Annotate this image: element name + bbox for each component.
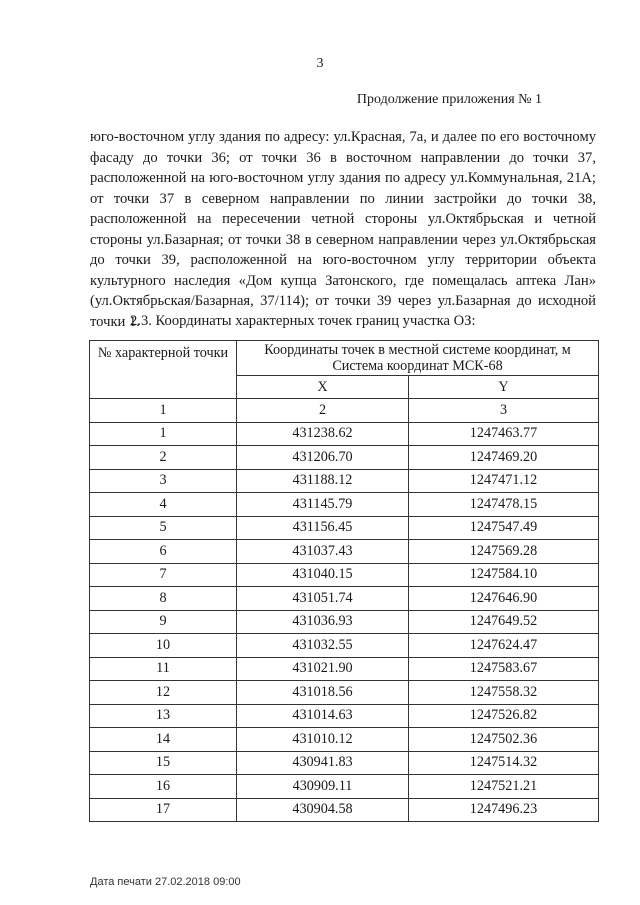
point-number-cell: 10 [90, 634, 237, 658]
x-coordinate-cell: 431145.79 [237, 493, 409, 517]
table-row [90, 422, 599, 446]
point-number-cell: 3 [90, 469, 237, 493]
y-coordinate-cell: 1247469.20 [409, 446, 599, 470]
point-number-cell: 4 [90, 493, 237, 517]
table-row [90, 587, 599, 611]
x-coordinate-cell: 431206.70 [237, 446, 409, 470]
x-coordinate-cell: 431040.15 [237, 563, 409, 587]
table-row [90, 540, 599, 564]
y-coordinate-cell: 1247521.21 [409, 775, 599, 799]
table-row [90, 657, 599, 681]
table-row [90, 446, 599, 470]
table-row [90, 469, 599, 493]
y-coordinate-cell: 1247478.15 [409, 493, 599, 517]
table-row [90, 681, 599, 705]
y-coordinate-cell: 1247502.36 [409, 728, 599, 752]
column-index-cell: 2 [237, 399, 409, 423]
y-coordinate-cell: 1247624.47 [409, 634, 599, 658]
page-number: 3 [316, 56, 324, 71]
y-coordinate-cell: 1247584.10 [409, 563, 599, 587]
y-coordinate-cell: 1247463.77 [409, 422, 599, 446]
y-column-header: Y [409, 376, 599, 399]
point-number-cell: 15 [90, 751, 237, 775]
table-row [90, 516, 599, 540]
y-coordinate-cell: 1247646.90 [409, 587, 599, 611]
x-coordinate-cell: 431156.45 [237, 516, 409, 540]
point-number-header: № характерной точки [90, 341, 237, 399]
point-number-cell: 12 [90, 681, 237, 705]
x-coordinate-cell: 430904.58 [237, 798, 409, 822]
table-row [90, 563, 599, 587]
coordinates-header-line2: Система координат МСК-68 [332, 358, 503, 374]
column-index-cell: 3 [409, 399, 599, 423]
column-index-cell: 1 [90, 399, 237, 423]
section-heading: 2.3. Координаты характерных точек границ участка ОЗ: [130, 313, 476, 329]
x-coordinate-cell: 431010.12 [237, 728, 409, 752]
column-index-row [90, 399, 599, 423]
x-coordinate-cell: 430909.11 [237, 775, 409, 799]
point-number-cell: 17 [90, 798, 237, 822]
point-number-cell: 14 [90, 728, 237, 752]
y-coordinate-cell: 1247569.28 [409, 540, 599, 564]
point-number-cell: 13 [90, 704, 237, 728]
x-coordinate-cell: 431188.12 [237, 469, 409, 493]
x-column-header: X [237, 376, 409, 399]
x-coordinate-cell: 431018.56 [237, 681, 409, 705]
y-coordinate-cell: 1247496.23 [409, 798, 599, 822]
y-coordinate-cell: 1247526.82 [409, 704, 599, 728]
x-coordinate-cell: 430941.83 [237, 751, 409, 775]
point-number-cell: 9 [90, 610, 237, 634]
x-coordinate-cell: 431021.90 [237, 657, 409, 681]
coordinates-table [89, 340, 599, 822]
y-coordinate-cell: 1247471.12 [409, 469, 599, 493]
point-number-cell: 1 [90, 422, 237, 446]
table-row [90, 493, 599, 517]
y-coordinate-cell: 1247514.32 [409, 751, 599, 775]
point-number-cell: 11 [90, 657, 237, 681]
y-coordinate-cell: 1247547.49 [409, 516, 599, 540]
table-row [90, 634, 599, 658]
point-number-cell: 16 [90, 775, 237, 799]
point-number-cell: 2 [90, 446, 237, 470]
point-number-cell: 8 [90, 587, 237, 611]
point-number-cell: 5 [90, 516, 237, 540]
y-coordinate-cell: 1247558.32 [409, 681, 599, 705]
coordinates-header [237, 341, 599, 376]
x-coordinate-cell: 431032.55 [237, 634, 409, 658]
table-row [90, 798, 599, 822]
table-row [90, 751, 599, 775]
x-coordinate-cell: 431238.62 [237, 422, 409, 446]
x-coordinate-cell: 431036.93 [237, 610, 409, 634]
table-row [90, 728, 599, 752]
x-coordinate-cell: 431014.63 [237, 704, 409, 728]
coordinates-header-line1: Координаты точек в местной системе координат, м [264, 342, 571, 358]
body-paragraph: юго-восточном углу здания по адресу: ул.Красная, 7а, и далее по его восточному фасаду до точки 36; от точки 36 в восточном направлении до точки 37, расположенной на юго-восточном углу здания по адресу ул.Коммунальная, 21А; от точки 37 в северном направлении по линии застройки до точки 38, расположенной на пересечении четной стороны ул.Октябрьская и четной стороны ул.Базарная; от точки 38 в северном направлении через ул.Октябрьская до точки 39, расположенной на юго-восточном углу территории объекта культурного наследия «Дом купца Затонского, где помещалась аптека Лан» (ул.Октябрьская/Базарная, 37/114); от точки 39 через ул.Базарная до исходной точки 1. [90, 129, 596, 330]
x-coordinate-cell: 431037.43 [237, 540, 409, 564]
x-coordinate-cell: 431051.74 [237, 587, 409, 611]
y-coordinate-cell: 1247649.52 [409, 610, 599, 634]
table-row [90, 610, 599, 634]
point-number-cell: 7 [90, 563, 237, 587]
appendix-continuation-note: Продолжение приложения № 1 [356, 92, 542, 107]
table-row [90, 775, 599, 799]
point-number-cell: 6 [90, 540, 237, 564]
print-date: Дата печати 27.02.2018 09:00 [90, 876, 241, 888]
y-coordinate-cell: 1247583.67 [409, 657, 599, 681]
table-row [90, 704, 599, 728]
